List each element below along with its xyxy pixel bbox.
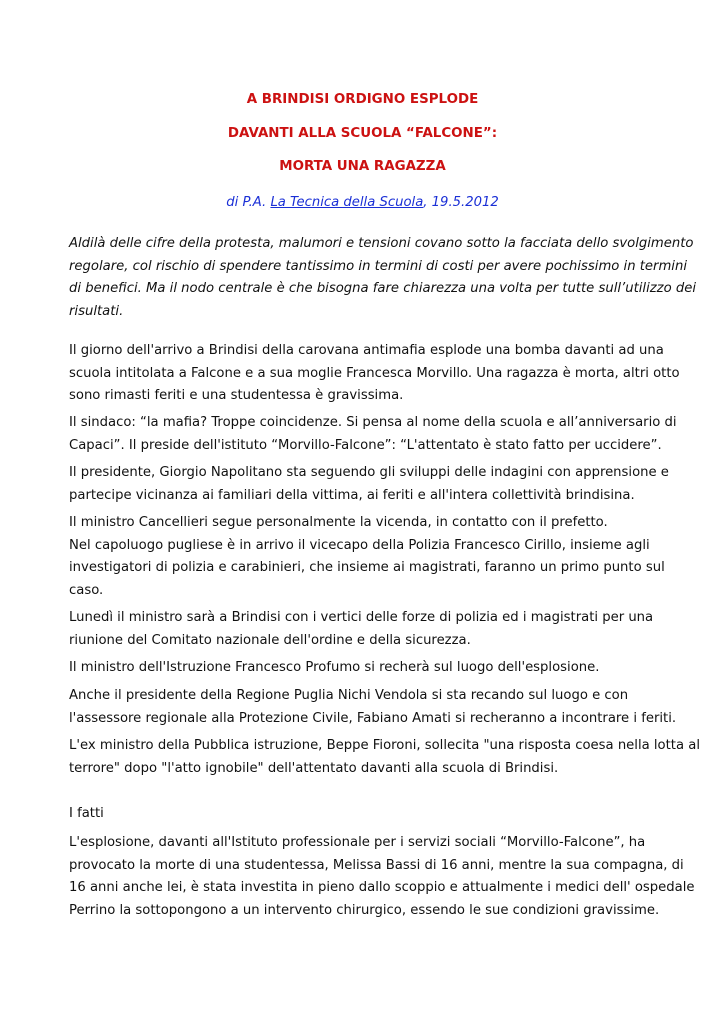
paragraph-line: investigatori di polizia e carabinieri, che insieme ai magistrati, faranno un primo punto sul	[69, 560, 665, 575]
paragraph-line: Perrino la sottopongono a un intervento chirurgico, essendo le sue condizioni gravissime.	[69, 902, 660, 918]
headline-line-3: MORTA UNA RAGAZZA	[279, 159, 446, 174]
paragraph-line: L'esplosione, davanti all'Istituto professionale per i servizi sociali “Morvillo-Falcone”, ha	[69, 835, 646, 850]
paragraph-line: Il presidente, Giorgio Napolitano sta seguendo gli sviluppi delle indagini con apprensione e	[69, 465, 669, 480]
paragraph-fioroni	[69, 735, 700, 780]
paragraph-profumo	[69, 657, 669, 680]
source-link[interactable]: La Tecnica della Scuola	[270, 195, 424, 210]
abstract-line: risultati.	[69, 303, 124, 319]
paragraph-line: Il sindaco: “la mafia? Troppe coincidenze. Si pensa al nome della scuola e all’anniversario di	[69, 415, 677, 430]
paragraph-line: Il ministro dell'Istruzione Francesco Profumo si recherà sul luogo dell'esplosione.	[69, 660, 600, 675]
paragraph-mayor	[69, 412, 677, 457]
abstract-line: regolare, col rischio di spendere tantissimo in termini di costi per avere pochissimo in termini	[69, 258, 687, 274]
paragraph-line: riunione del Comitato nazionale dell'ordine e della sicurezza.	[69, 632, 471, 648]
byline-author: di P.A.	[226, 195, 267, 210]
paragraph-line: Il giorno dell'arrivo a Brindisi della carovana antimafia esplode una bomba davanti ad una	[69, 343, 664, 358]
paragraph-line: caso.	[69, 582, 104, 598]
abstract-line: di benefici. Ma il nodo centrale è che bisogna fare chiarezza una volta per tutte sull’utilizzo dei	[69, 281, 697, 296]
headline-line-2: DAVANTI ALLA SCUOLA “FALCONE”:	[227, 126, 498, 141]
headline-line-1: A BRINDISI ORDIGNO ESPLODE	[246, 92, 479, 107]
paragraph-line: Nel capoluogo pugliese è in arrivo il vicecapo della Polizia Francesco Cirillo, insieme agli	[69, 537, 650, 553]
paragraph-line: provocato la morte di una studentessa, Melissa Bassi di 16 anni, mentre la sua compagna, di	[69, 857, 684, 873]
paragraph-line: l'assessore regionale alla Protezione Civile, Fabiano Amati si recheranno a incontrare i feriti.	[69, 710, 677, 726]
paragraph-explosion	[69, 832, 695, 922]
abstract	[69, 233, 697, 323]
section-heading-facts	[69, 803, 669, 826]
paragraph-line: Capaci”. Il preside dell'istituto “Morvillo-Falcone”: “L'attentato è stato fatto per uccidere”.	[69, 437, 662, 453]
paragraph-line: sono rimasti feriti e una studentessa è gravissima.	[69, 388, 404, 403]
paragraph-vendola	[69, 685, 677, 730]
paragraph-president	[69, 462, 669, 507]
paragraph-line: terrore" dopo "l'atto ignobile" dell'attentato davanti alla scuola di Brindisi.	[69, 760, 559, 776]
paragraph-line: I fatti	[69, 806, 104, 821]
paragraph-line: partecipe vicinanza ai familiari della vittima, ai feriti e all'intera collettività brindisina.	[69, 487, 635, 503]
paragraph-cancellieri	[69, 512, 669, 602]
paragraph-line: scuola intitolata a Falcone e a sua moglie Francesca Morvillo. Una ragazza è morta, altri otto	[69, 365, 680, 381]
paragraph-line: L'ex ministro della Pubblica istruzione, Beppe Fioroni, sollecita "una risposta coesa nella lotta al	[69, 738, 700, 753]
paragraph-arrival	[69, 340, 680, 408]
byline-date: , 19.5.2012	[423, 195, 499, 210]
paragraph-line: 16 anni anche lei, è stata investita in pieno dallo scoppio e attualmente i medici dell' ospedale	[69, 880, 695, 895]
paragraph-line: Lunedì il ministro sarà a Brindisi con i vertici delle forze di polizia ed i magistrati per una	[69, 610, 654, 625]
paragraph-line: Il ministro Cancellieri segue personalmente la vicenda, in contatto con il prefetto.	[69, 515, 608, 530]
paragraph-line: Anche il presidente della Regione Puglia Nichi Vendola si sta recando sul luogo e con	[69, 688, 629, 703]
abstract-line: Aldilà delle cifre della protesta, malumori e tensioni covano sotto la facciata dello svolgimento	[69, 236, 694, 251]
byline	[0, 195, 725, 210]
paragraph-monday	[69, 607, 669, 652]
